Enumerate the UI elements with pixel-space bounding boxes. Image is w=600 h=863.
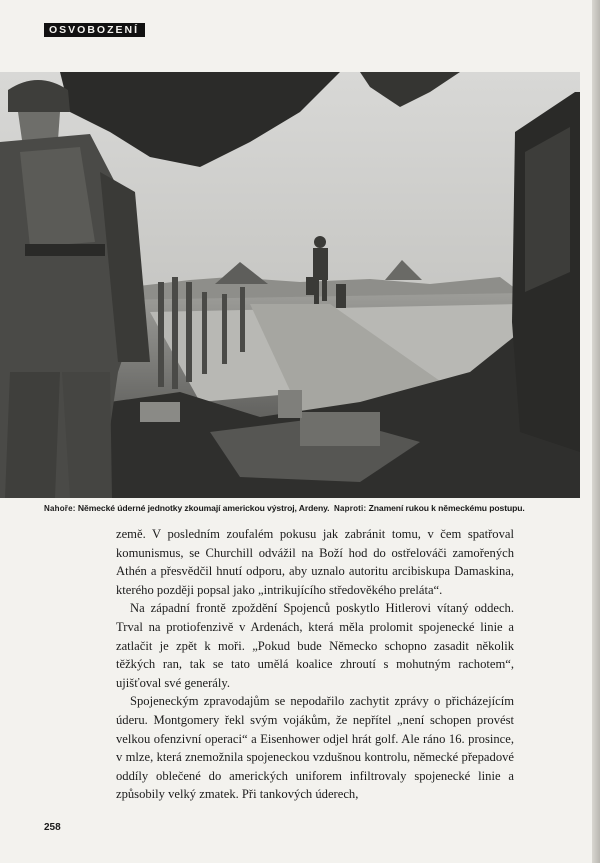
- caption-facing-label: Naproti:: [334, 504, 367, 513]
- paragraph: Spojeneckým zpravodajům se nepodařilo zachytit zprávy o přicházejícím úderu. Montgomery řekl svým vojákům, že nepřítel „není schopen provést velkou ofenzivní operaci“ a Eisenhower odjel hrát golf. Ale ráno 16. prosince, v mlze, která znemožnila spojeneckou vzdušnou kontrolu, německé přepadové oddíly oblečené do amerických uniforem infiltrovaly spojenecké linie a způsobily velký zmatek. Při tankových úderech,: [116, 694, 514, 802]
- paragraph: Na západní frontě zpoždění Spojenců poskytlo Hitlerovi vítaný oddech. Trval na protiofenzivě v Ardenách, která měla prolomit spojenecké linie a zatlačit je zpět k moři. „Pokud bude Německo schopno zasadit několik těžkých ran, tak se tato umělá koalice zhroutí s mohutným rachotem“, ujišťoval své generály.: [116, 601, 514, 690]
- page-number: 258: [44, 822, 61, 833]
- caption-top-label: Nahoře:: [44, 504, 76, 513]
- photo-caption: [44, 503, 592, 513]
- caption-facing-text: Znamení rukou k německému postupu.: [366, 503, 525, 513]
- body-text: [116, 525, 514, 804]
- section-label: OSVOBOZENÍ: [44, 23, 145, 37]
- war-photograph: [0, 72, 580, 498]
- caption-top-text: Německé úderné jednotky zkoumají americkou výstroj, Ardeny.: [75, 503, 330, 513]
- page-edge: [592, 0, 600, 863]
- paragraph: země. V posledním zoufalém pokusu jak zabránit tomu, v čem spatřoval komunismus, se Churchill odvážil na Boží hod do ostřelováči zamořených Athén a přesvědčil hnutí odporu, aby uznalo autoritu arcibiskupa Damaskina, kterého později popsal jako „intrikujícího středověkého preláta“.: [116, 527, 514, 597]
